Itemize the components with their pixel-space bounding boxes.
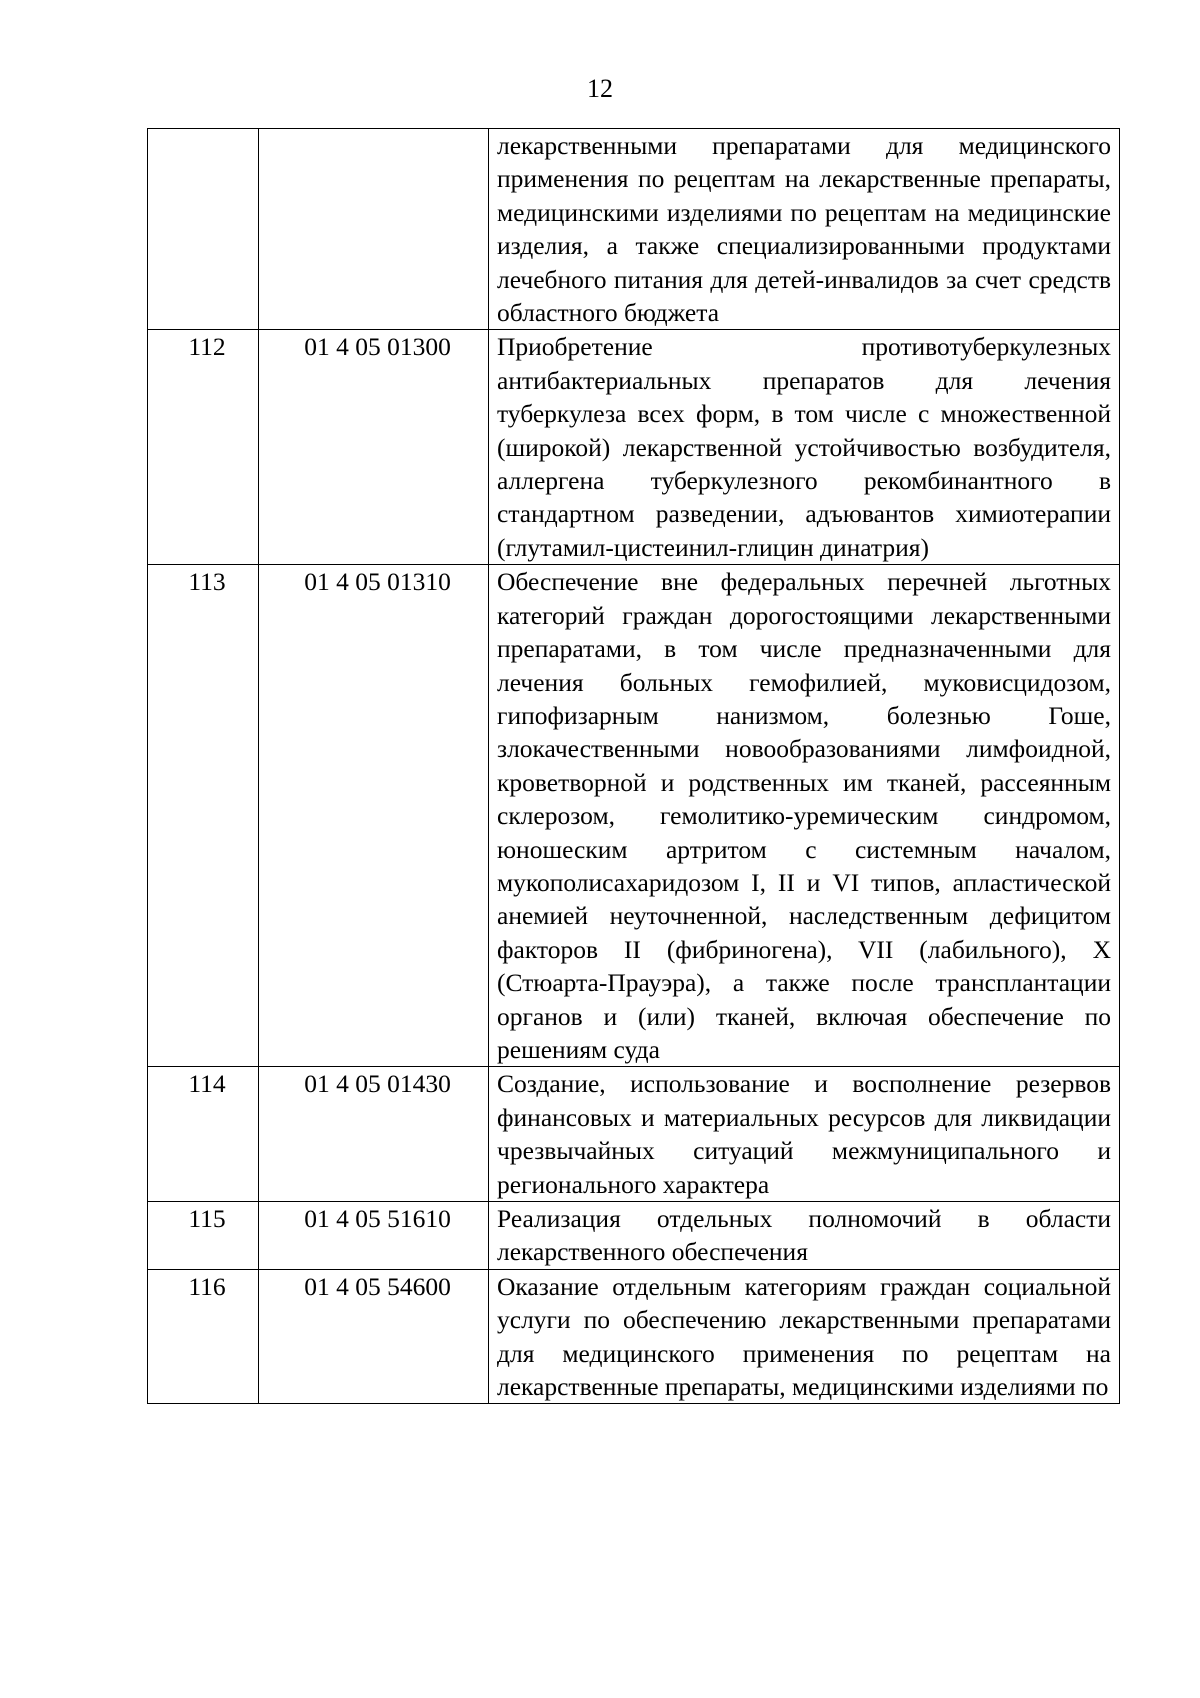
row-number-cell: 116 xyxy=(148,1269,259,1404)
description-cell: Оказание отдельным категориям граждан социальной услуги по обеспечению лекарственными препаратами для медицинского применения по рецептам на лекарственные препараты, медицинскими изделиями по xyxy=(489,1269,1120,1404)
budget-code-cell: 01 4 05 01300 xyxy=(259,330,489,565)
budget-code-cell: 01 4 05 01310 xyxy=(259,565,489,1067)
description-cell: Реализация отдельных полномочий в области лекарственного обеспечения xyxy=(489,1202,1120,1270)
table-row xyxy=(148,1202,1120,1270)
row-number-cell: 113 xyxy=(148,565,259,1067)
row-number-cell: 112 xyxy=(148,330,259,565)
row-number-cell: 115 xyxy=(148,1202,259,1270)
description-cell: Приобретение противотуберкулезных антибактериальных препаратов для лечения туберкулеза всех форм, в том числе с множественной (широкой) лекарственной устойчивостью возбудителя, аллергена туберкулезного рекомбинантного в стандартном разведении, адъювантов химиотерапии (глутамил-цистеинил-глицин динатрия) xyxy=(489,330,1120,565)
table-row xyxy=(148,129,1120,330)
row-number-cell: 114 xyxy=(148,1067,259,1202)
budget-code-cell: 01 4 05 51610 xyxy=(259,1202,489,1270)
table-row xyxy=(148,1269,1120,1404)
budget-code-cell: 01 4 05 01430 xyxy=(259,1067,489,1202)
description-cell: Создание, использование и восполнение резервов финансовых и материальных ресурсов для ликвидации чрезвычайных ситуаций межмуниципального и регионального характера xyxy=(489,1067,1120,1202)
table-row xyxy=(148,330,1120,565)
budget-code-cell: 01 4 05 54600 xyxy=(259,1269,489,1404)
table-row xyxy=(148,1067,1120,1202)
budget-code-cell xyxy=(259,129,489,330)
table-row xyxy=(148,565,1120,1067)
description-cell: Обеспечение вне федеральных перечней льготных категорий граждан дорогостоящими лекарственными препаратами, в том числе предназначенными для лечения больных гемофилией, муковисцидозом, гипофизарным нанизмом, болезнью Гоше, злокачественными новообразованиями лимфоидной, кроветворной и родственных им тканей, рассеянным склерозом, гемолитико-уремическим синдромом, юношеским артритом с системным началом, мукополисахаридозом I, II и VI типов, апластической анемией неуточненной, наследственным дефицитом факторов II (фибриногена), VII (лабильного), X (Стюарта-Прауэра), а также после трансплантации органов и (или) тканей, включая обеспечение по решениям суда xyxy=(489,565,1120,1067)
budget-code-table xyxy=(147,128,1120,1404)
page-number: 12 xyxy=(587,74,613,103)
description-cell: лекарственными препаратами для медицинского применения по рецептам на лекарственные препараты, медицинскими изделиями по рецептам на медицинские изделия, а также специализированными продуктами лечебного питания для детей-инвалидов за счет средств областного бюджета xyxy=(489,129,1120,330)
row-number-cell xyxy=(148,129,259,330)
